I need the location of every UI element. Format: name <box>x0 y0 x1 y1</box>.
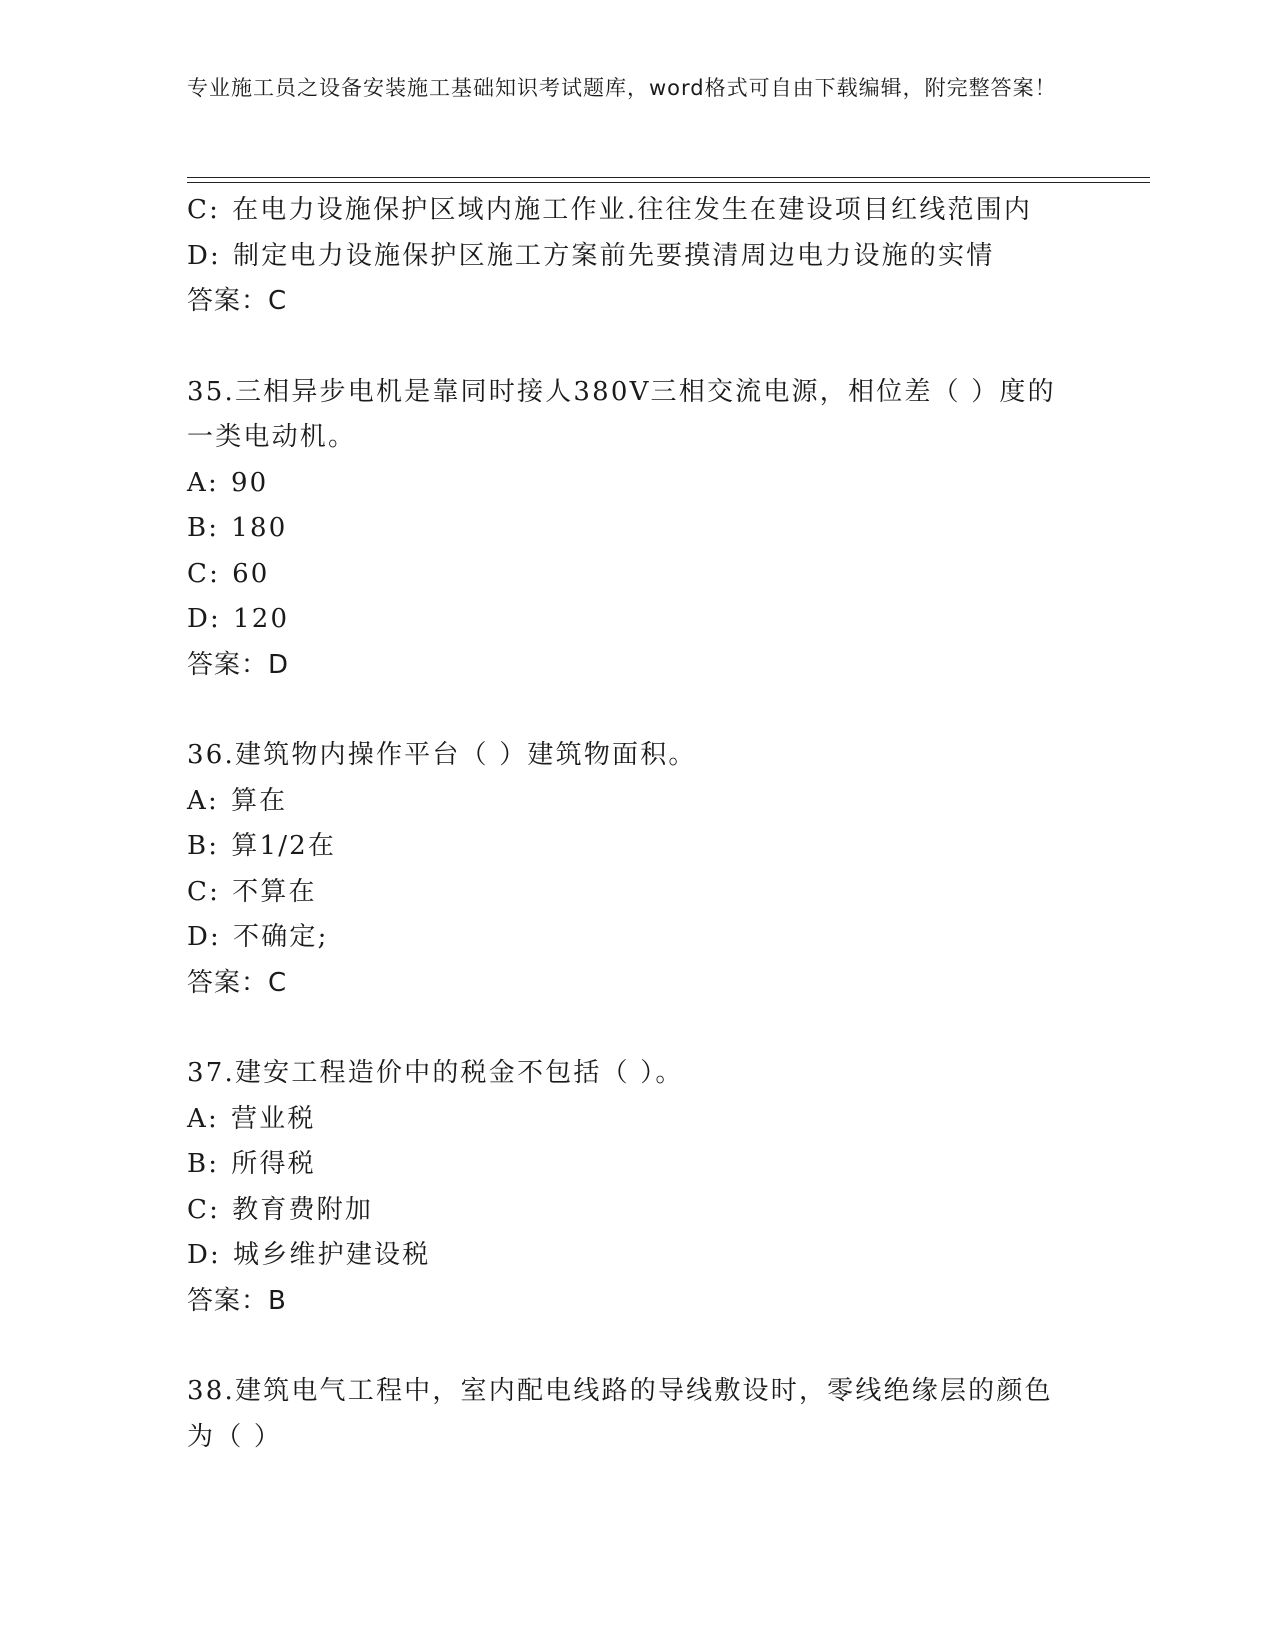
question-text: 38.建筑电气工程中，室内配电线路的导线敷设时，零线绝缘层的颜色为（ ） <box>187 1376 1053 1452</box>
header-rule-top <box>187 177 1150 178</box>
question-text: 36.建筑物内操作平台（ ）建筑物面积。 <box>187 740 697 770</box>
option-a: A: 营业税 <box>187 1103 316 1134</box>
option-d: D: 120 <box>187 604 290 634</box>
answer: 答案：D <box>187 649 290 680</box>
question-text: 37.建安工程造价中的税金不包括（ ）。 <box>187 1058 684 1088</box>
question-35 <box>187 370 1087 689</box>
option-d: D: 不确定; <box>187 922 329 952</box>
question-37 <box>187 1051 1087 1324</box>
option-c: C: 教育费附加 <box>187 1194 374 1225</box>
option-d: D: 制定电力设施保护区施工方案前先要摸清周边电力设施的实情 <box>187 240 995 271</box>
question-list <box>187 188 1087 1460</box>
option-b: B: 180 <box>187 513 288 543</box>
question-38 <box>187 1369 1087 1460</box>
header-rule-bottom <box>187 182 1150 183</box>
option-c: C: 不算在 <box>187 876 317 907</box>
document-header: 专业施工员之设备安装施工基础知识考试题库，word格式可自由下载编辑，附完整答案！ <box>187 76 1057 100</box>
question-36 <box>187 733 1087 1006</box>
option-b: B: 所得税 <box>187 1149 316 1179</box>
answer: 答案：B <box>187 1285 287 1316</box>
option-d: D: 城乡维护建设税 <box>187 1240 431 1270</box>
question-text: 35.三相异步电机是靠同时接人380V三相交流电源，相位差（ ）度的一类电动机。 <box>187 376 1056 452</box>
option-a: A: 算在 <box>187 785 288 816</box>
partial-question <box>187 188 1087 325</box>
option-b: B: 算1/2在 <box>187 831 337 861</box>
option-c: C: 在电力设施保护区域内施工作业.往往发生在建设项目红线范围内 <box>187 195 1033 225</box>
option-a: A: 90 <box>187 467 269 498</box>
answer: 答案：C <box>187 286 288 316</box>
option-c: C: 60 <box>187 558 270 589</box>
answer: 答案：C <box>187 967 288 998</box>
